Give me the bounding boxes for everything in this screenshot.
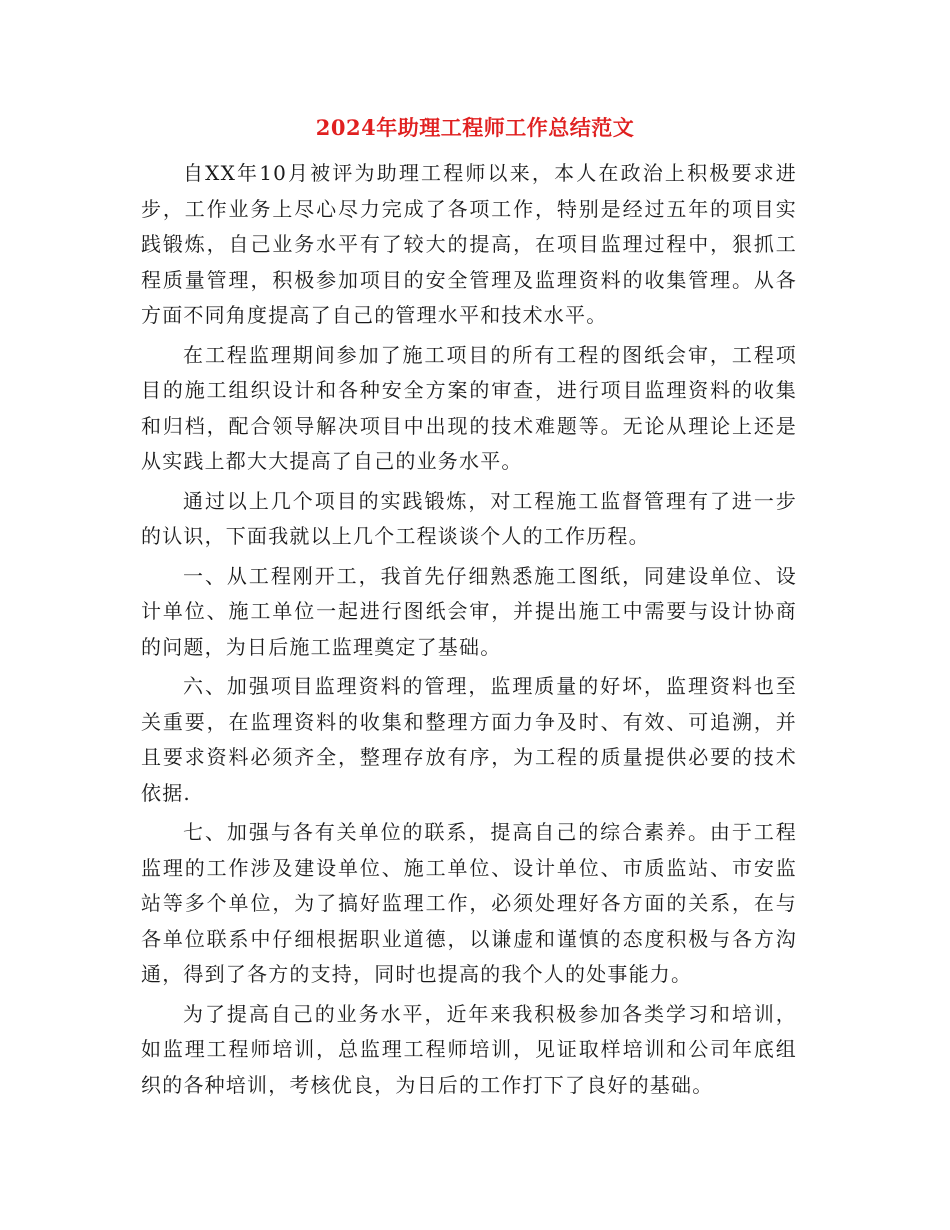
- paragraph-2: 在工程监理期间参加了施工项目的所有工程的图纸会审，工程项目的施工组织设计和各种安全方案的审查，进行项目监理资料的收集和归档，配合领导解决项目中出现的技术难题等。无论从理论上还是从实践上都大大提高了自己的业务水平。: [141, 342, 797, 473]
- paragraph-7: 为了提高自己的业务水平，近年来我积极参加各类学习和培训，如监理工程师培训，总监理工程师培训，见证取样培训和公司年底组织的各种培训，考核优良，为日后的工作打下了良好的基础。: [141, 1001, 797, 1097]
- paragraph-3: 通过以上几个项目的实践锻炼，对工程施工监督管理有了进一步的认识，下面我就以上几个工程谈谈个人的工作历程。: [141, 488, 797, 548]
- paragraph-4: 一、从工程刚开工，我首先仔细熟悉施工图纸，同建设单位、设计单位、施工单位一起进行图纸会审，并提出施工中需要与设计协商的问题，为日后施工监理奠定了基础。: [141, 563, 797, 659]
- document-title: 2024年助理工程师工作总结范文: [315, 115, 635, 140]
- paragraph-5: 六、加强项目监理资料的管理，监理质量的好坏，监理资料也至关重要，在监理资料的收集和整理方面力争及时、有效、可追溯，并且要求资料必须齐全，整理存放有序，为工程的质量提供必要的技术依据.: [141, 674, 797, 805]
- paragraph-6: 七、加强与各有关单位的联系，提高自己的综合素养。由于工程监理的工作涉及建设单位、施工单位、设计单位、市质监站、市安监站等多个单位，为了搞好监理工作，必须处理好各方面的关系，在与各单位联系中仔细根据职业道德，以谦虚和谨慎的态度积极与各方沟通，得到了各方的支持，同时也提高的我个人的处事能力。: [141, 820, 797, 986]
- document-body: [141, 156, 797, 1107]
- paragraph-1: 自XX年10月被评为助理工程师以来，本人在政治上积极要求进步，工作业务上尽心尽力完成了各项工作，特别是经过五年的项目实践锻炼，自己业务水平有了较大的提高，在项目监理过程中，狠抓工程质量管理，积极参加项目的安全管理及监理资料的收集管理。从各方面不同角度提高了自己的管理水平和技术水平。: [141, 161, 797, 327]
